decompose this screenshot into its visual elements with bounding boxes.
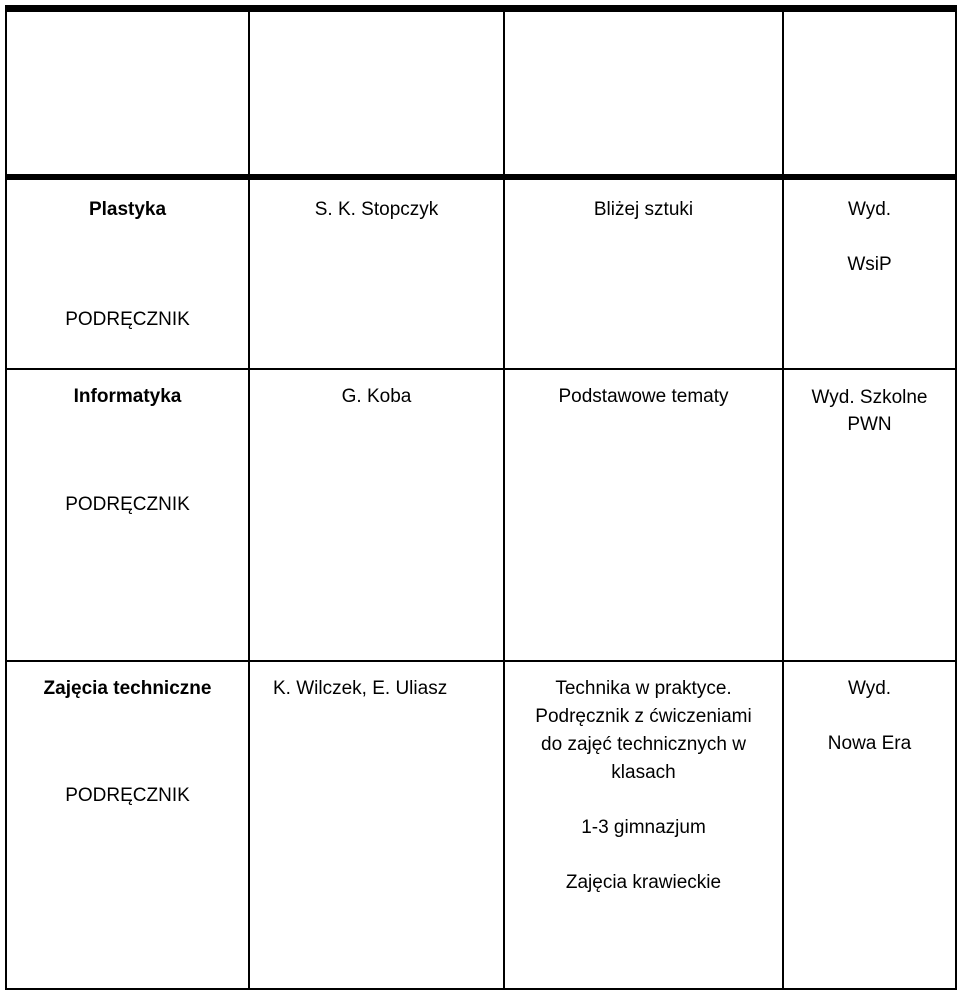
type-label: PODRĘCZNIK [65,494,190,515]
title-cell: Bliżej sztuki [593,199,694,220]
publisher-cell: Wyd. [847,199,892,220]
publisher-cell: Wyd. [847,678,892,699]
row-divider [5,174,957,180]
column-divider [503,5,505,990]
author-cell: K. Wilczek, E. Uliasz [273,678,448,699]
subject-cell: Zajęcia techniczne [43,678,212,699]
author-cell: S. K. Stopczyk [314,199,439,220]
row-divider [5,660,957,662]
column-divider [248,5,250,990]
type-label: PODRĘCZNIK [65,309,190,330]
subject-cell: Plastyka [88,199,167,220]
column-divider [782,5,784,990]
publisher-cell: WsiP [847,254,892,275]
type-label: PODRĘCZNIK [65,785,190,806]
title-line: do zajęć technicznych w [541,734,746,755]
title-line: 1-3 gimnazjum [581,817,706,838]
author-cell: G. Koba [341,386,412,407]
row-divider [5,368,957,370]
subject-cell: Informatyka [73,386,182,407]
title-line: Technika w praktyce. [555,678,732,699]
title-cell: Podstawowe tematy [558,386,729,407]
column-divider [955,5,957,990]
title-line: Zajęcia krawieckie [565,872,722,893]
title-line: Podręcznik z ćwiczeniami [535,706,752,727]
publisher-cell: Wyd. Szkolne [811,387,928,408]
title-line: klasach [611,762,676,783]
publisher-cell: Nowa Era [827,733,912,754]
table-bottom-border [5,988,957,990]
table-top-border [5,5,957,12]
publisher-cell: PWN [847,414,892,435]
